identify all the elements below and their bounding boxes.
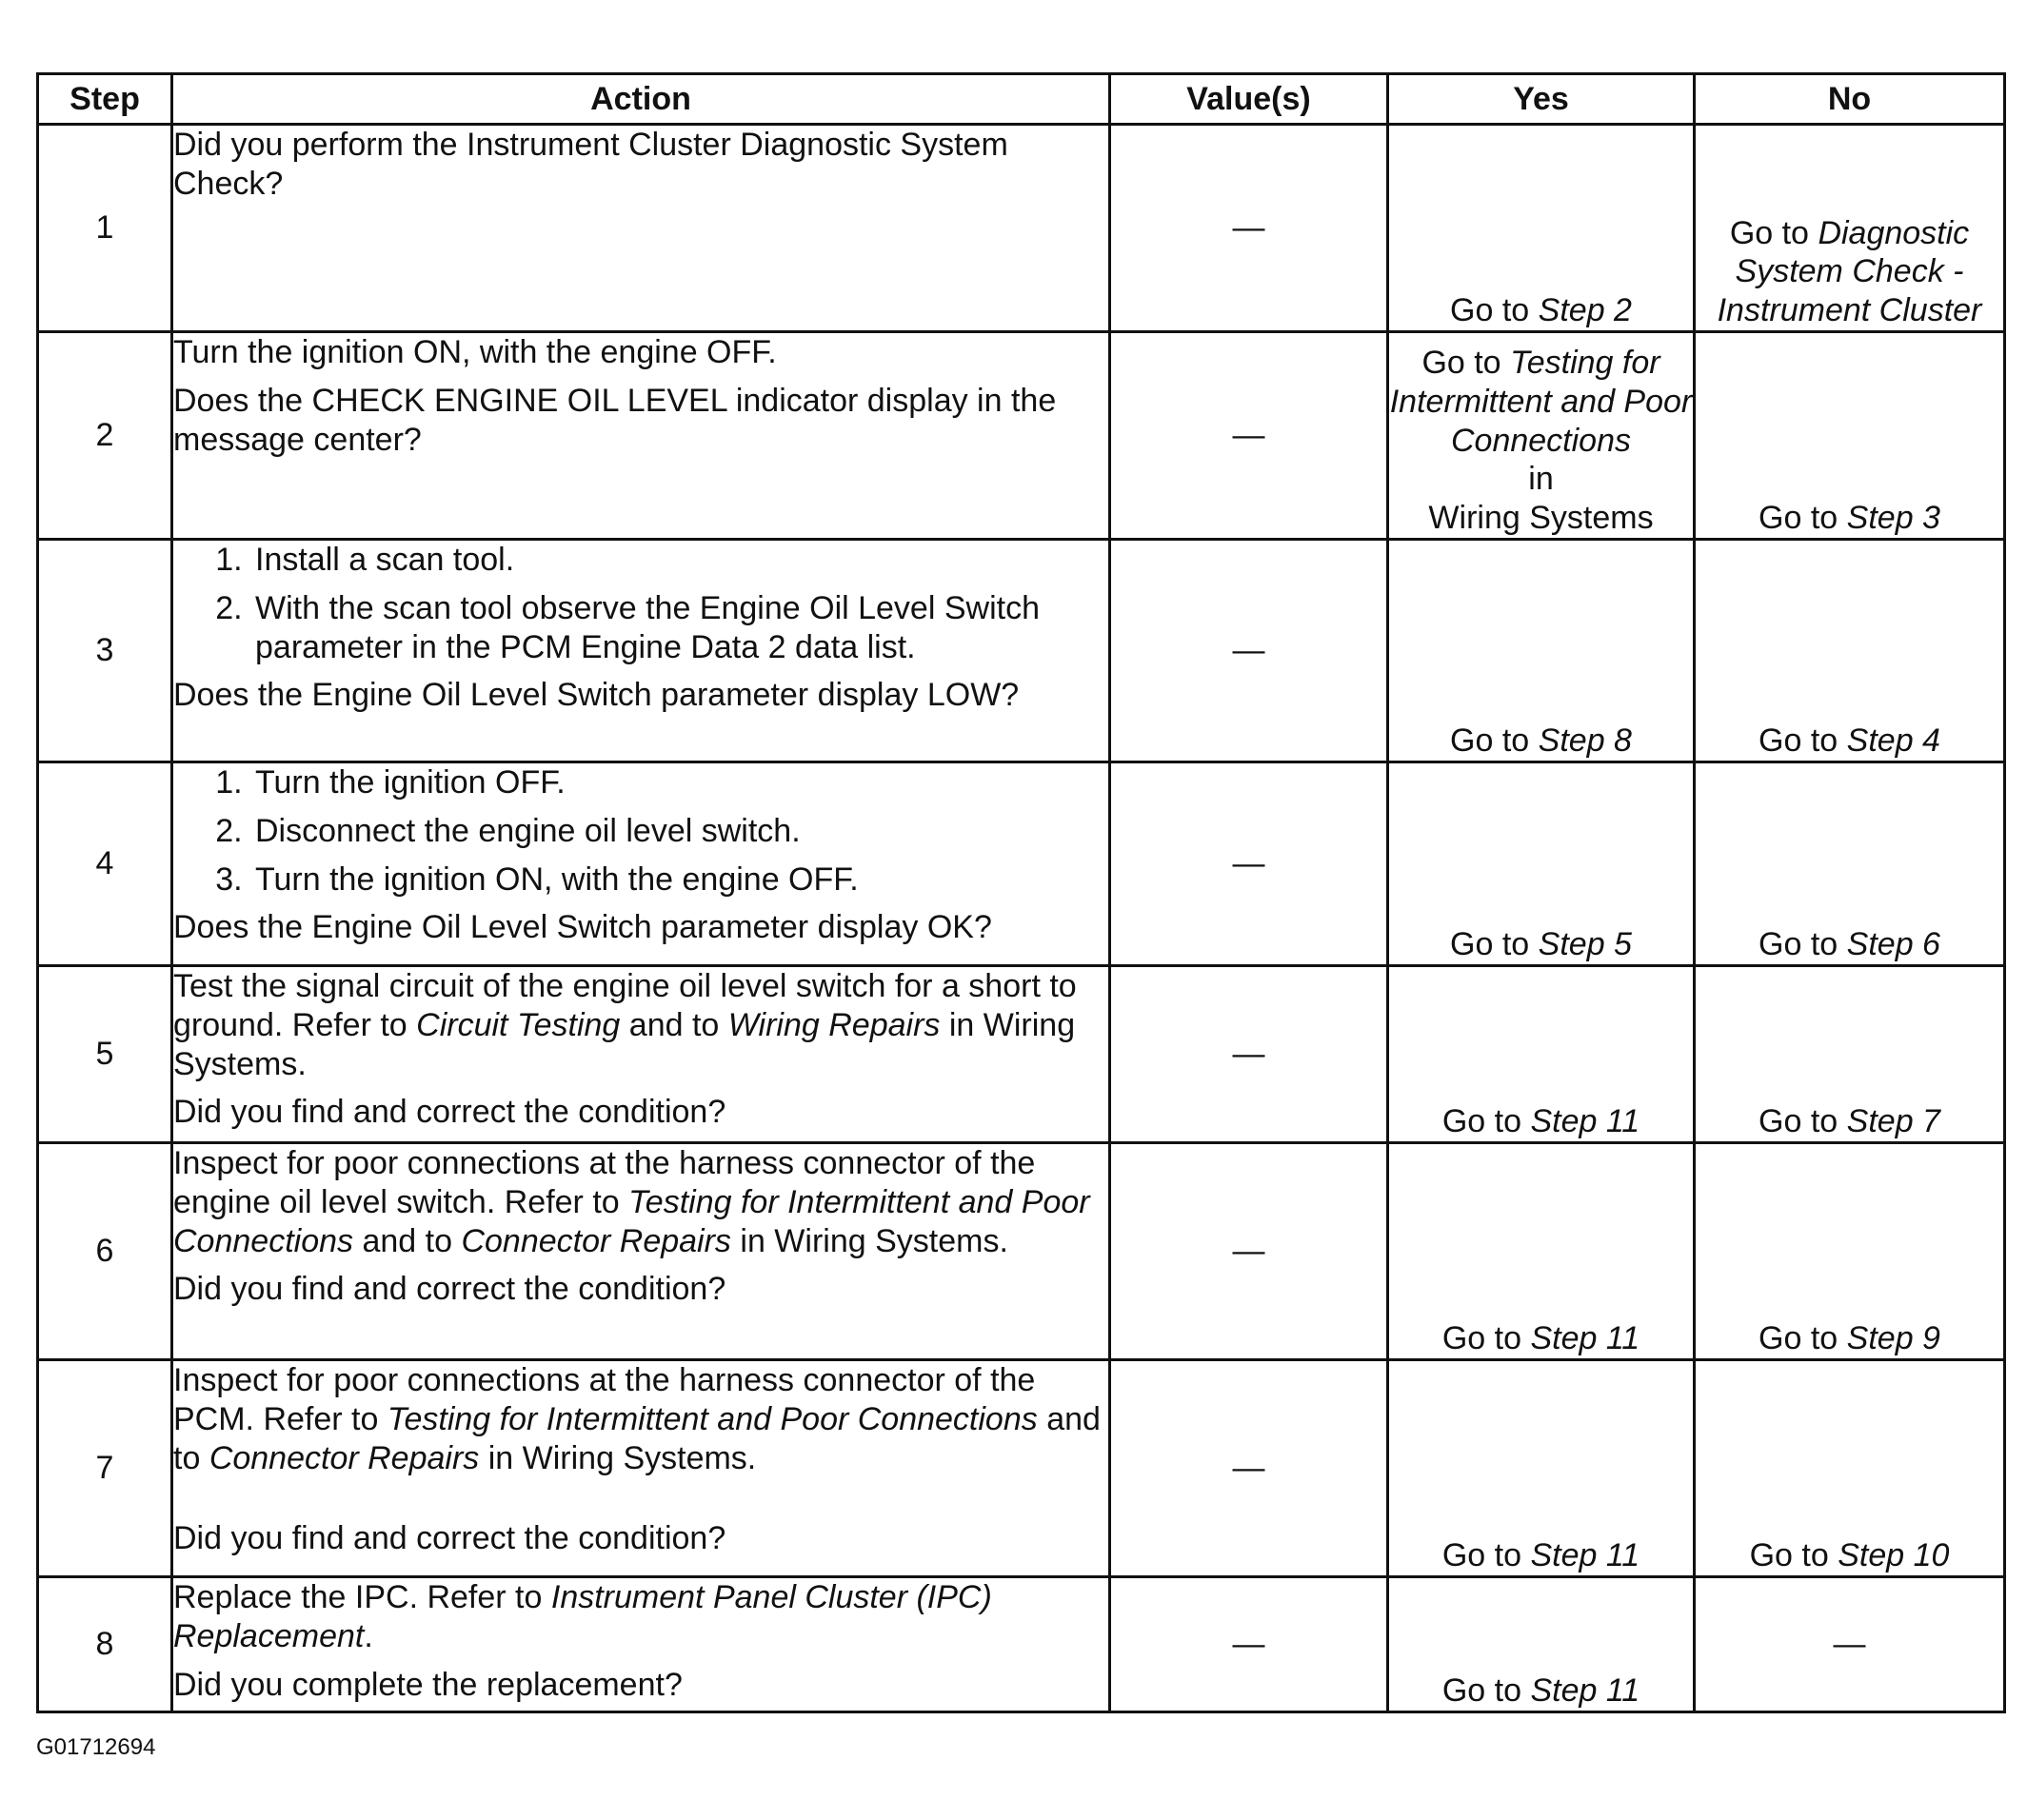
no-cell (1695, 1143, 2005, 1360)
header-row (38, 74, 2005, 125)
table-row (38, 762, 2005, 966)
no-step-ref: Step 7 (1846, 1103, 1940, 1140)
action-question: Does the Engine Oil Level Switch parameter display OK? (173, 909, 992, 946)
action-cell (172, 125, 1110, 332)
yes-step-ref: Step 8 (1538, 722, 1632, 760)
no-cell (1695, 966, 2005, 1143)
yes-cell (1388, 125, 1695, 332)
action-question: Did you find and correct the condition? (173, 1520, 726, 1557)
table-row (38, 332, 2005, 540)
step-number: 8 (38, 1577, 172, 1712)
go-to-text: Go to (1441, 1537, 1522, 1574)
substep-list (173, 541, 1108, 666)
doc-ref: Connector Repairs (461, 1222, 731, 1259)
no-step-ref: Step 6 (1846, 926, 1940, 963)
go-to-text: Go to (1441, 1672, 1522, 1710)
go-to-text: Go to (1759, 926, 1838, 963)
no-cell (1695, 1360, 2005, 1577)
action-cell (172, 332, 1110, 540)
table-row (38, 1143, 2005, 1360)
action-cell (172, 540, 1110, 762)
value-cell: — (1110, 762, 1388, 966)
yes-cell (1388, 1143, 1695, 1360)
step-number: 1 (38, 125, 172, 332)
yes-doc-ref: Testing for Intermittent and Poor Connections (1389, 345, 1693, 459)
go-to-text: Go to (1450, 292, 1530, 329)
action-instruction: Turn the ignition ON, with the engine OFF. (173, 334, 777, 370)
yes-doc-tail: Wiring Systems (1428, 500, 1654, 537)
action-instruction: Inspect for poor connections at the harness connector of the engine oil level switch. Refer to Testing for Intermittent and Poor Connections and to Connector Repairs in Wiring Systems. (173, 1145, 1090, 1259)
go-to-text: Go to (1749, 1537, 1829, 1574)
action-question: Does the CHECK ENGINE OIL LEVEL indicator display in the message center? (173, 382, 1057, 458)
no-step-ref: Step 4 (1846, 722, 1940, 760)
step-number: 3 (38, 540, 172, 762)
value-cell: — (1110, 966, 1388, 1143)
value-cell: — (1110, 1577, 1388, 1712)
yes-step-ref: Step 5 (1538, 926, 1632, 963)
go-to-text: Go to (1450, 926, 1530, 963)
no-cell (1695, 762, 2005, 966)
yes-step-ref: Step 11 (1530, 1320, 1640, 1357)
action-cell (172, 762, 1110, 966)
go-to-text: Go to (1450, 722, 1530, 760)
value-cell: — (1110, 1360, 1388, 1577)
col-step: Step (38, 74, 172, 125)
step-number: 7 (38, 1360, 172, 1577)
yes-step-ref: Step 2 (1538, 292, 1632, 329)
value-cell: — (1110, 125, 1388, 332)
step-number: 2 (38, 332, 172, 540)
action-instruction: Inspect for poor connections at the harness connector of the PCM. Refer to Testing for Intermittent and Poor Connections and to Connector Repairs in Wiring Systems. (173, 1362, 1101, 1476)
step-number: 4 (38, 762, 172, 966)
substep-list (173, 763, 1108, 899)
action-question: Does the Engine Oil Level Switch parameter display LOW? (173, 677, 1020, 714)
go-to-text: Go to (1759, 500, 1838, 537)
action-question: Did you find and correct the condition? (173, 1094, 726, 1131)
no-doc-ref: Diagnostic System Check - Instrument Cluster (1717, 214, 1982, 329)
step-number: 5 (38, 966, 172, 1143)
substep-item: 3. Turn the ignition ON, with the engine OFF. (251, 861, 1108, 900)
value-cell: — (1110, 540, 1388, 762)
table-row (38, 1360, 2005, 1577)
col-yes: Yes (1388, 74, 1695, 125)
value-cell: — (1110, 1143, 1388, 1360)
doc-ref: Testing for Intermittent and Poor Connections (387, 1400, 1038, 1437)
go-to-text: Go to (1441, 1320, 1522, 1357)
substep-item: 2. Disconnect the engine oil level switch. (251, 812, 1108, 851)
table-row (38, 1577, 2005, 1712)
table-row (38, 125, 2005, 332)
yes-cell (1388, 762, 1695, 966)
doc-ref: Instrument Panel Cluster (IPC) Replacement (173, 1579, 992, 1654)
no-cell (1695, 332, 2005, 540)
go-to-text: Go to (1729, 214, 1809, 251)
go-to-text: Go to (1759, 722, 1838, 760)
substep-item: 1. Turn the ignition OFF. (251, 763, 1108, 802)
go-to-text: Go to (1759, 1320, 1838, 1357)
no-cell (1695, 540, 2005, 762)
doc-ref: Wiring Repairs (727, 1006, 941, 1043)
yes-step-ref: Step 11 (1530, 1103, 1640, 1140)
yes-cell (1388, 1360, 1695, 1577)
action-cell (172, 1143, 1110, 1360)
no-cell: — (1695, 1577, 2005, 1712)
figure-id: G01712694 (36, 1734, 156, 1760)
col-no: No (1695, 74, 2005, 125)
step-number: 6 (38, 1143, 172, 1360)
yes-cell (1388, 1577, 1695, 1712)
no-cell (1695, 125, 2005, 332)
action-question: Did you complete the replacement? (173, 1666, 683, 1703)
action-question: Did you find and correct the condition? (173, 1271, 726, 1308)
go-to-text: Go to (1759, 1103, 1838, 1140)
yes-cell (1388, 540, 1695, 762)
substep-item: 2. With the scan tool observe the Engine Oil Level Switch parameter in the PCM Engine Data 2 data list. (251, 589, 1108, 667)
yes-step-ref: Step 11 (1530, 1672, 1640, 1710)
action-cell (172, 1577, 1110, 1712)
col-values: Value(s) (1110, 74, 1388, 125)
go-to-text: Go to (1421, 345, 1501, 382)
go-to-text: Go to (1441, 1103, 1522, 1140)
doc-ref: Circuit Testing (416, 1006, 621, 1043)
value-cell: — (1110, 332, 1388, 540)
action-cell (172, 966, 1110, 1143)
yes-cell (1388, 966, 1695, 1143)
yes-cell (1388, 332, 1695, 540)
doc-ref: Connector Repairs (209, 1439, 480, 1476)
col-action: Action (172, 74, 1110, 125)
no-step-ref: Step 3 (1846, 500, 1940, 537)
table-row (38, 540, 2005, 762)
action-question: Did you perform the Instrument Cluster Diagnostic System Check? (173, 127, 1008, 202)
action-instruction: Replace the IPC. Refer to Instrument Panel Cluster (IPC) Replacement. (173, 1579, 992, 1654)
substep-item: 1. Install a scan tool. (251, 541, 1108, 580)
action-cell (172, 1360, 1110, 1577)
no-step-ref: Step 9 (1846, 1320, 1940, 1357)
doc-ref: Testing for Intermittent and Poor Connections (173, 1183, 1090, 1259)
yes-step-ref: Step 11 (1530, 1537, 1640, 1574)
table-row (38, 966, 2005, 1143)
diagnostic-table (36, 72, 2006, 1713)
action-instruction: Test the signal circuit of the engine oil level switch for a short to ground. Refer to Circuit Testing and to Wiring Repairs in Wiring Systems. (173, 968, 1077, 1082)
yes-in-text: in (1528, 461, 1554, 498)
no-step-ref: Step 10 (1838, 1537, 1950, 1574)
